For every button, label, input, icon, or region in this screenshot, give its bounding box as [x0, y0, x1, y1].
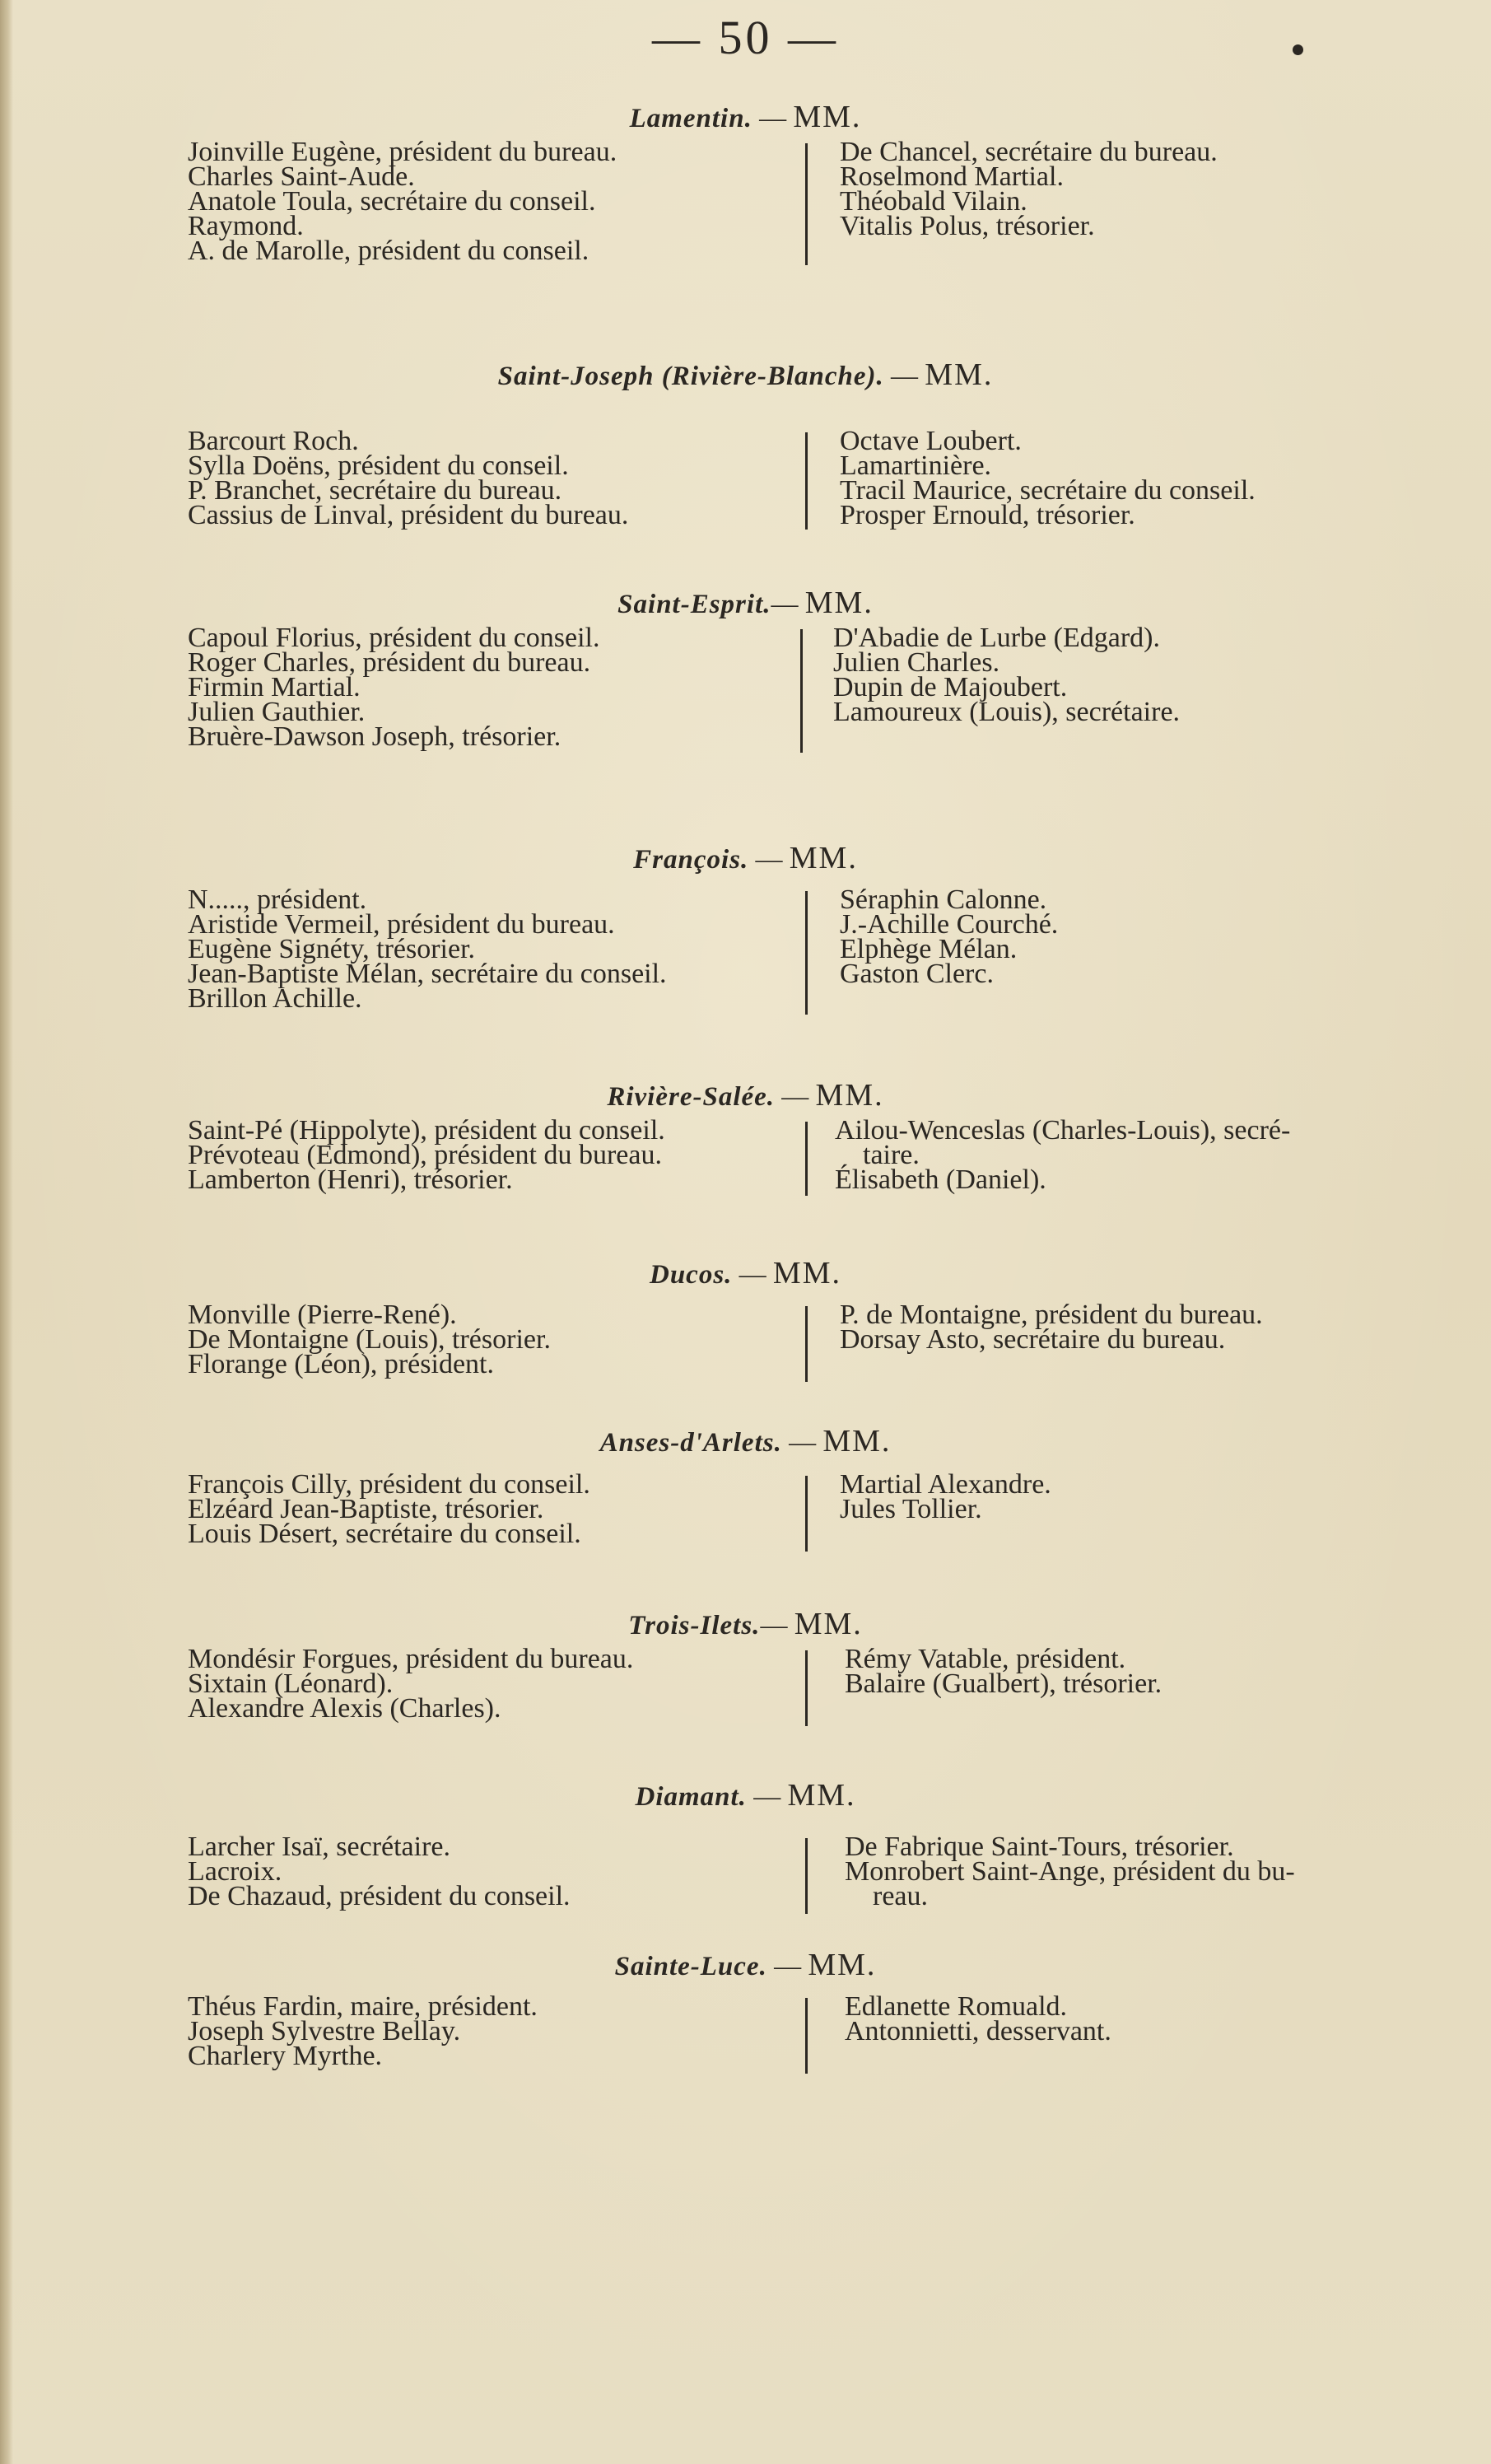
heading-separator: —: [760, 1611, 788, 1640]
member-entry: Lacroix.: [188, 1856, 282, 1887]
mm-label: MM.: [815, 1078, 884, 1113]
commune-section-ducos: [0, 1257, 1491, 1421]
column-divider: [805, 1476, 808, 1552]
member-entry: Louis Désert, secrétaire du conseil.: [188, 1519, 581, 1549]
member-entry: Théus Fardin, maire, président.: [188, 1991, 538, 2022]
member-entry: taire.: [863, 1140, 920, 1170]
member-entry: Charlery Myrthe.: [188, 2041, 383, 2071]
member-entry: Larcher Isaï, secrétaire.: [188, 1832, 450, 1862]
column-divider: [805, 1122, 808, 1196]
column-divider: [805, 891, 808, 1015]
commune-section-sainte-luce: [0, 1948, 1491, 2113]
member-entry: Raymond.: [188, 211, 304, 241]
member-entry: Roselmond Martial.: [840, 161, 1064, 192]
member-entry: Séraphin Calonne.: [840, 884, 1047, 915]
member-entry: Aristide Vermeil, président du bureau.: [188, 909, 615, 940]
commune-name: Sainte-Luce.: [614, 1952, 767, 1981]
column-divider: [805, 143, 808, 265]
member-entry: A. de Marolle, président du conseil.: [188, 236, 589, 266]
left-column: [188, 137, 617, 266]
member-entry: Lamberton (Henri), trésorier.: [188, 1164, 513, 1195]
heading-separator: —: [739, 1260, 766, 1290]
right-column: [840, 137, 1218, 241]
member-entry: Octave Loubert.: [840, 426, 1022, 456]
column-divider: [805, 1838, 808, 1914]
member-entry: P. de Montaigne, président du bureau.: [840, 1300, 1263, 1330]
commune-name: Diamant.: [635, 1782, 747, 1812]
mm-label: MM.: [789, 841, 858, 875]
commune-section-trois-ilets: [0, 1608, 1491, 1772]
member-entry: Dorsay Asto, secrétaire du bureau.: [840, 1324, 1226, 1355]
member-entry: Eugène Signéty, trésorier.: [188, 934, 476, 964]
commune-heading: [0, 1079, 1491, 1113]
commune-section-lamentin: [0, 100, 1491, 265]
column-divider: [805, 1650, 808, 1726]
heading-separator: —: [774, 1952, 802, 1981]
column-divider: [805, 1998, 808, 2074]
mm-label: MM.: [793, 100, 862, 134]
member-entry: Saint-Pé (Hippolyte), président du conseil.: [188, 1115, 665, 1146]
member-entry: De Fabrique Saint-Tours, trésorier.: [845, 1832, 1234, 1862]
commune-heading: [0, 1257, 1491, 1291]
member-entry: Lamartinière.: [840, 450, 992, 481]
heading-separator: —: [781, 1082, 809, 1112]
heading-separator: —: [891, 362, 919, 391]
member-entry: Monrobert Saint-Ange, président du bu-: [845, 1856, 1295, 1887]
member-entry: Tracil Maurice, secrétaire du conseil.: [840, 475, 1256, 506]
column-divider: [805, 1306, 808, 1382]
page-number: — 50 —: [652, 11, 839, 64]
left-column: [188, 1300, 551, 1379]
left-column: [188, 426, 629, 530]
commune-name: Trois-Ilets.: [628, 1611, 761, 1640]
right-column: [840, 884, 1059, 989]
right-column: [845, 1832, 1295, 1911]
commune-name: Ducos.: [649, 1260, 733, 1290]
member-entry: Joseph Sylvestre Bellay.: [188, 2016, 461, 2046]
left-column: [188, 1644, 634, 1724]
member-entry: Brillon Achille.: [188, 983, 362, 1014]
mm-label: MM.: [794, 1607, 863, 1641]
member-entry: Elphège Mélan.: [840, 934, 1018, 964]
member-entry: Vitalis Polus, trésorier.: [840, 211, 1095, 241]
member-entry: Rémy Vatable, président.: [845, 1644, 1126, 1674]
heading-separator: —: [753, 1782, 781, 1812]
commune-section-saint-joseph: [0, 357, 1491, 530]
column-divider: [805, 432, 808, 530]
member-entry: P. Branchet, secrétaire du bureau.: [188, 475, 562, 506]
member-entry: Anatole Toula, secrétaire du conseil.: [188, 186, 596, 217]
member-entry: Elzéard Jean-Baptiste, trésorier.: [188, 1494, 544, 1524]
commune-name: Saint-Joseph (Rivière-Blanche).: [497, 362, 884, 391]
commune-name: François.: [633, 845, 749, 875]
member-entry: Prévoteau (Edmond), président du bureau.: [188, 1140, 662, 1170]
member-entry: Barcourt Roch.: [188, 426, 359, 456]
left-column: [188, 884, 667, 1014]
right-column: [845, 1644, 1163, 1699]
member-entry: Edlanette Romuald.: [845, 1991, 1068, 2022]
member-entry: Ailou-Wenceslas (Charles-Louis), secré-: [835, 1115, 1291, 1146]
member-entry: Bruère-Dawson Joseph, trésorier.: [188, 721, 561, 752]
member-entry: Martial Alexandre.: [840, 1469, 1051, 1500]
commune-heading: [0, 842, 1491, 876]
member-entry: De Montaigne (Louis), trésorier.: [188, 1324, 551, 1355]
heading-separator: —: [755, 845, 783, 875]
left-column: [188, 1991, 538, 2071]
member-entry: De Chancel, secrétaire du bureau.: [840, 137, 1218, 167]
commune-heading: [0, 100, 1491, 135]
ink-dot: [1293, 44, 1303, 55]
member-entry: Gaston Clerc.: [840, 959, 994, 989]
column-divider: [800, 629, 803, 753]
commune-heading: [0, 586, 1491, 621]
right-column: [833, 623, 1181, 727]
member-entry: J.-Achille Courché.: [840, 909, 1059, 940]
commune-section-anses-d-arlets: [0, 1425, 1491, 1589]
commune-name: Rivière-Salée.: [607, 1082, 776, 1112]
commune-section-diamant: [0, 1779, 1491, 1944]
right-column: [840, 1469, 1051, 1524]
commune-section-francois: [0, 841, 1491, 1014]
commune-name: Saint-Esprit.: [617, 590, 771, 619]
left-column: [188, 1832, 571, 1911]
member-entry: Dupin de Majoubert.: [833, 672, 1068, 702]
mm-label: MM.: [925, 357, 994, 392]
right-column: [835, 1115, 1291, 1195]
commune-section-saint-esprit: [0, 586, 1491, 751]
right-column: [840, 1300, 1263, 1355]
heading-separator: —: [789, 1428, 817, 1458]
member-entry: Mondésir Forgues, président du bureau.: [188, 1644, 634, 1674]
left-column: [188, 623, 600, 752]
commune-heading: [0, 358, 1491, 393]
mm-label: MM.: [787, 1778, 856, 1813]
member-entry: Sixtain (Léonard).: [188, 1668, 394, 1699]
mm-label: MM.: [808, 1948, 877, 1982]
right-column: [845, 1991, 1111, 2046]
member-entry: Florange (Léon), président.: [188, 1349, 494, 1379]
member-entry: Alexandre Alexis (Charles).: [188, 1693, 501, 1724]
member-entry: Cassius de Linval, président du bureau.: [188, 500, 629, 530]
member-entry: Jean-Baptiste Mélan, secrétaire du conseil.: [188, 959, 667, 989]
member-entry: Julien Charles.: [833, 647, 1000, 678]
mm-label: MM.: [772, 1256, 841, 1290]
member-entry: Lamoureux (Louis), secrétaire.: [833, 697, 1181, 727]
member-entry: reau.: [873, 1881, 929, 1911]
member-entry: Capoul Florius, président du conseil.: [188, 623, 600, 653]
member-entry: François Cilly, président du conseil.: [188, 1469, 590, 1500]
commune-heading: [0, 1779, 1491, 1813]
heading-separator: —: [759, 104, 787, 133]
member-entry: Monville (Pierre-René).: [188, 1300, 457, 1330]
left-column: [188, 1469, 590, 1549]
commune-name: Lamentin.: [629, 104, 752, 133]
member-entry: De Chazaud, président du conseil.: [188, 1881, 571, 1911]
commune-heading: [0, 1608, 1491, 1642]
member-entry: Prosper Ernould, trésorier.: [840, 500, 1135, 530]
mm-label: MM.: [822, 1424, 892, 1458]
right-column: [840, 426, 1256, 530]
member-entry: Roger Charles, président du bureau.: [188, 647, 591, 678]
member-entry: Firmin Martial.: [188, 672, 361, 702]
member-entry: Balaire (Gualbert), trésorier.: [845, 1668, 1163, 1699]
member-entry: Élisabeth (Daniel).: [835, 1164, 1046, 1195]
member-entry: Sylla Doëns, président du conseil.: [188, 450, 569, 481]
heading-separator: —: [771, 590, 799, 619]
member-entry: Joinville Eugène, président du bureau.: [188, 137, 617, 167]
commune-heading: [0, 1948, 1491, 1983]
member-entry: Charles Saint-Aude.: [188, 161, 415, 192]
member-entry: Antonnietti, desservant.: [845, 2016, 1111, 2046]
mm-label: MM.: [804, 586, 874, 620]
member-entry: Théobald Vilain.: [840, 186, 1027, 217]
left-column: [188, 1115, 665, 1195]
commune-heading: [0, 1425, 1491, 1459]
commune-name: Anses-d'Arlets.: [599, 1428, 782, 1458]
commune-section-riviere-salee: [0, 1079, 1491, 1244]
member-entry: N....., président.: [188, 884, 367, 915]
member-entry: Julien Gauthier.: [188, 697, 366, 727]
member-entry: Jules Tollier.: [840, 1494, 982, 1524]
member-entry: D'Abadie de Lurbe (Edgard).: [833, 623, 1160, 653]
